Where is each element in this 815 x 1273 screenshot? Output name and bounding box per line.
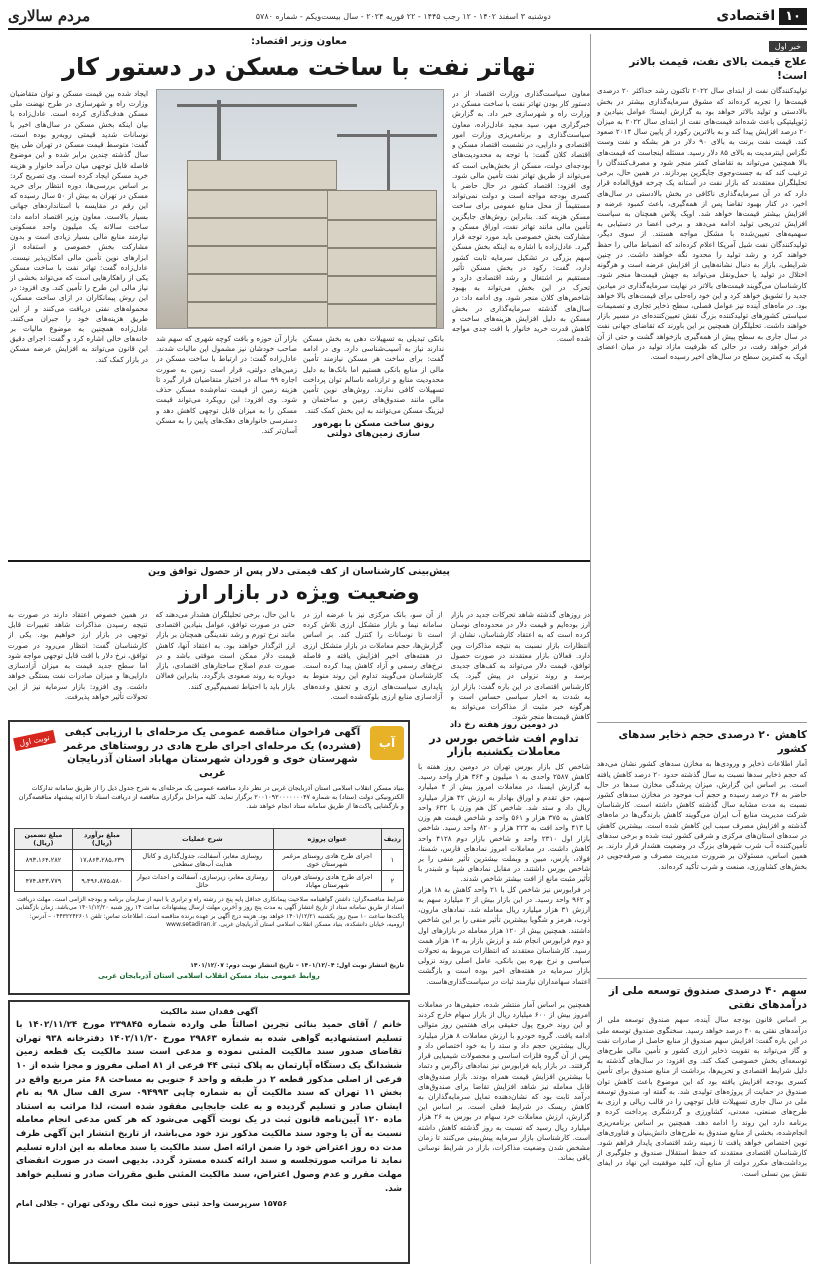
- fund-story-title: سهم ۴۰ درصدی صندوق توسعه ملی از درآمدهای نفتی: [608, 985, 807, 1012]
- page-number: ۱۰: [779, 8, 807, 25]
- notice-text: خانم / آقای حمید بنائی تجرین اصالتاً طی وارده شماره ۲۳۹۸۴۵ مورخ ۱۴۰۲/۱۱/۲۴ با تسلیم استشهادیه گواهی شده به شماره ۲۹۸۶۳ مورخ ۱۴۰۲/۱۱/۲۰ دفترخانه ۹۳۸ تهران تقاضای صدور سند مالکیت المثنی نموده و مدعی است سند مالکیت یک قطعه زمین ششدانگ یک دستگاه آپارتمان به پلاک ثبتی ۴۴ فرعی از ۸۱ اصلی مفروز و مجزا شده از ۱۰ فرعی از اصلی مذکور قطعه ۲ در طبقه و واحد ۶ جنوبی به مساحت ۶۸ متر مربع واقع در بخش ۱۱ تهران که سند مالکیت آن به شماره چاپی ۰۹۴۹۹۳ سری الف سال ۹۸ به نام ایشان صادر و تسلیم گردیده و به علت جابجایی مفقود شده است، لذا مراتب به استناد ماده ۱۲۰ آیین‌نامه قانون ثبت در یک نوبت آگهی می‌شود که هر کس مدعی انجام معامله نسبت به آن یا وجود سند مالکیت مذکور نزد خود می‌باشد، از تاریخ انتشار این آگهی ظرف مدت ده روز اعتراض خود را ضمن ارائه اصل سند مالکیت یا سند معامله به این اداره تسلیم نماید تا مراتب صورتجلسه و سند ارائه کننده مسترد گردد. بدیهی است در صورت انقضای مهلت مقرر و عدم وصول اعتراض، سند مالکیت المثنی طبق مقررات صادر و تسلیم خواهد شد.: [16, 1020, 402, 1194]
- ad-td: ۱: [381, 850, 403, 871]
- main-headline: تهاتر نفت با ساخت مسکن در دستور کار: [62, 53, 536, 81]
- oil-story-title: علاج قیمت بالای نفت، قیمت بالاتر است!: [629, 56, 807, 83]
- section-name: اقتصادی: [716, 8, 776, 24]
- oil-story: [597, 34, 807, 714]
- ad-td: ۲: [381, 871, 403, 892]
- mid-col-a: [303, 334, 444, 541]
- ad-td: ۹،۴۹۶،۸۷۵،۵۸۰: [72, 871, 131, 892]
- housing-foundation-logo: آب: [370, 726, 404, 760]
- currency-kicker: پیش‌بینی کارشناسان از کف قیمتی دلار پس از حصول توافق وین: [148, 566, 450, 577]
- main-article-col-3: ایجاد شده بین قیمت مسکن و توان متقاضیان وزارت راه و شهرسازی در طرح نهضت ملی مسکن هدف‌گذاری کرده است. عادل‌زاده با بیان اینکه بخش مسکن در سال‌های اخیر با نوسانات شدید قیمتی روبه‌رو بوده است، گفت: متوسط قیمت مسکن در تهران طی پنج سال گذشته چندین برابر شده و این موضوع فاصله قابل توجهی میان درآمد خانوار و هزینه خرید مسکن ایجاد کرده است. وی تصریح کرد: بر اساس بررسی‌ها، دوره انتظار برای خرید مسکن در تهران به بیش از ۵۰ سال رسیده که این رقم در مقایسه با استانداردهای جهانی بسیار بالاست. معاون وزیر اقتصاد ادامه داد: ساخت سالانه یک میلیون واحد مسکونی نیازمند منابع مالی بسیار زیادی است و بدون مشارکت بخش خصوصی و استفاده از ابزارهای نوین تأمین مالی امکان‌پذیر نیست. عادل‌زاده گفت: تهاتر نفت با ساخت مسکن یکی از راهکارهایی است که می‌تواند بخشی از نیاز مالی این طرح را تأمین کند. وی افزود: در این روش پیمانکاران در ازای ساخت مسکن، محموله‌های نفتی دریافت می‌کنند و از این طریق هزینه‌های خود را جبران می‌کنند. عادل‌زاده همچنین به موضوع مالیات بر خانه‌های خالی اشاره کرد و گفت: اجرای دقیق این قانون می‌تواند به افزایش عرضه مسکن در بازار کمک کند.: [10, 89, 148, 364]
- stock-headline: تداوم افت شاخص بورس در معاملات یکشنبه بازار: [429, 732, 579, 758]
- dams-story-text: آمار اطلاعات ذخایر و ورودی‌ها به مخازن سدهای کشور نشان می‌دهد که حجم ذخایر سدها نسبت به سال گذشته حدود ۲۰ درصد کاهش یافته است. بر اساس این گزارش، میزان پرشدگی مخازن سدها در حال حاضر به ۴۶ درصد رسیده و حجم آب موجود در مخازن سدهای کشور نسبت به مدت مشابه سال گذشته کاهش داشته است. کارشناسان شرکت مدیریت منابع آب ایران می‌گویند کاهش بارندگی‌ها در ماه‌های گذشته و افزایش مصرف سبب این کاهش شده است. بیشترین کاهش در سدهای استان‌های مرکزی و شرقی کشور ثبت شده و برخی سدهای تأمین‌کننده آب شرب شهرهای بزرگ در وضعیت هشدار قرار دارند. بر همین اساس، مسئولان بر ضرورت مدیریت مصرف و صرفه‌جویی در بخش‌های کشاورزی، صنعت و شرب تأکید کرده‌اند.: [597, 759, 807, 871]
- ad-th: ردیف: [381, 829, 403, 850]
- dams-story: [597, 722, 807, 972]
- stock-kicker: در دومین روز هفته رخ داد: [449, 720, 559, 730]
- ad-table: [14, 828, 404, 892]
- building-frame: [187, 160, 337, 328]
- ad-title: آگهی فراخوان مناقصه عمومی یک مرحله‌ای با ارزیابی کیفی (فشرده) یک مرحله‌ای اجرای طرح هادی در روستاهای مرغمر شهرستان خوی و قوردان شهرستان مهاباد استان آذربایجان غربی: [63, 727, 362, 779]
- mid-col-a-text: بانکی تبدیلی به تسهیلات دهی به بخش مسکن ندارند نیاز به آسیب‌شناسی دارد. وی در ادامه گفت: برای ساخت هر مسکن نیازمند تأمین مالی از منابع بانکی هستیم اما بانک‌ها به دلیل محدودیت منابع و ترازنامه ناسالم توان پرداخت تسهیلات کافی ندارند. روش‌های نوین تأمین مالی مانند صندوق‌های زمین و ساختمان و لیزینگ مسکن می‌توانند به این بخش کمک کنند.: [303, 334, 444, 415]
- currency-col-3: با این حال، برخی تحلیلگران هشدار می‌دهند که حتی در صورت توافق، عوامل بنیادین اقتصادی مانند نرخ تورم و رشد نقدینگی همچنان بر بازار ارز اثرگذار خواهند بود. به اعتقاد آنها، کاهش قیمت دلار ممکن است موقتی باشد و در صورت عدم اصلاح ساختارهای اقتصادی، بازار دوباره به روند صعودی بازگردد. بنابراین فعالان بازار باید با احتیاط تصمیم‌گیری کنند.: [155, 610, 295, 691]
- lost-deed-notice: [8, 1000, 410, 1264]
- mid-col-b: بازار آن حوزه و بافت کوچه شهری که سهم شد صاحب خودشان نیز مشمول این مالیات شدند. عادل‌زاده گفت: در ارتباط با ساخت مسکن در زمین‌های دولتی، قرار است زمین به صورت اجاره ۹۹ ساله در اختیار متقاضیان قرار گیرد تا هزینه زمین از قیمت تمام‌شده مسکن حذف شود. وی افزود: این رویکرد می‌تواند قیمت مسکن را به میزان قابل توجهی کاهش دهد و دسترسی خانوارهای دهک‌های پایین را به مسکن آسان‌تر کند.: [156, 334, 297, 435]
- currency-col-4: در همین خصوص اعتقاد دارند در صورت به نتیجه رسیدن مذاکرات شاهد تغییرات قابل توجهی در بازار ارز خواهیم بود. یکی از کارشناسان گفت: انتظار می‌رود در صورت توافق، نرخ دلار با افت قابل توجهی مواجه شود اما سطح جدید قیمت به میزان آزادسازی دارایی‌ها و میزان صادرات نفت بستگی خواهد داشت. وی افزود: بازار سرمایه نیز از این تحولات تأثیر خواهد پذیرفت.: [8, 610, 148, 701]
- currency-col-2: از آن سو، بانک مرکزی نیز با عرضه ارز در سامانه نیما و بازار متشکل ارزی تلاش کرده است تا نوسانات را کنترل کند. بر اساس گزارش‌ها، حجم معاملات در بازار متشکل ارزی در هفته‌های اخیر افزایش یافته و فاصله نرخ‌های رسمی و آزاد کاهش پیدا کرده است. کارشناسان می‌گویند تداوم این روند منوط به پایداری سیاست‌های ارزی و تحقق وعده‌های آزادسازی منابع ارزی بلوکه‌شده است.: [303, 610, 443, 701]
- ad-td: روسازی معابر، آسفالت، جدول‌گذاری و کانال هدایت آب‌های سطحی: [132, 850, 274, 871]
- mid-subhead: رونق ساخت مسکن با بهره‌ور سازی زمین‌های دولتی: [312, 418, 435, 439]
- ad-th: مبلغ برآورد (ریال): [72, 829, 131, 850]
- notice-title: آگهی فقدان سند مالکیت: [160, 1007, 258, 1016]
- main-kicker: معاون وزیر اقتصاد:: [250, 36, 348, 47]
- ad-td: اجرای طرح هادی روستای مرغمر شهرستان خوی: [273, 850, 381, 871]
- ad-table-header-row: [15, 829, 404, 850]
- ad-badge: نوبت اول: [13, 730, 56, 751]
- ad-body: بنیاد مسکن انقلاب اسلامی استان آذربایجان غربی در نظر دارد مناقصه عمومی یک مرحله‌ای به شرح جدول ذیل را از طریق سامانه تدارکات الکترونیکی دولت (ستاد) به شماره ۲۰۰۱۰۹۲۰۰۰۰۰۰۰۴۷ برگزار نماید. کلیه مراحل برگزاری مناقصه از دریافت اسناد تا ارائه پیشنهاد مناقصه‌گران و بازگشایی پاکت‌ها از طریق سامانه ستاد انجام خواهد شد.: [18, 784, 404, 810]
- right-column: [597, 34, 807, 1264]
- construction-photo: [156, 89, 444, 329]
- ad-td: ۸۹۳،۱۶۴،۲۸۲: [15, 850, 73, 871]
- main-article-col-1: معاون سیاست‌گذاری وزارت اقتصاد از در دستور کار بودن تهاتر نفت با ساخت مسکن در وزارت راه و شهرسازی خبر داد. به گزارش خبرگزاری مهر، سید مجید عادل‌زاده، معاون سیاست‌گذاری و برنامه‌ریزی وزارت امور اقتصادی و دارایی، در نشست اقتصاد مسکن و اقتصاد کلان گفت: با توجه به محدودیت‌های بودجه‌ای دولت، مسکن از بخش‌هایی است که می‌تواند از طریق تهاتر نفت تأمین مالی شود. وی افزود: اقتصاد کشور در حال حاضر با کسری بودجه مواجه است و دولت نمی‌تواند مستقیماً از محل منابع عمومی برای ساخت مسکن هزینه کند. بنابراین روش‌های جایگزین تأمین مالی مانند تهاتر نفت، اوراق مسکن و مشارکت بخش خصوصی باید مورد توجه قرار گیرد. عادل‌زاده با اشاره به اینکه بخش مسکن سهم بزرگی در تشکیل سرمایه ثابت کشور دارد، گفت: رکود در بخش مسکن تأثیر مستقیم بر اشتغال و رشد اقتصادی دارد و تحرک در این بخش می‌تواند به بهبود شاخص‌های کلان منجر شود. وی ادامه داد: در سال‌های گذشته سرمایه‌گذاری در بخش مسکن به دلیل افزایش هزینه‌های ساخت و کاهش قدرت خرید خانوار با افت جدی مواجه شده است.: [452, 89, 590, 344]
- main-article-middle: [156, 89, 444, 541]
- stock-story: [418, 720, 590, 995]
- crane-jib-2: [337, 134, 437, 137]
- ad-td: ۴۷۴،۸۴۳،۷۷۹: [15, 871, 73, 892]
- building-frame-2: [327, 190, 437, 328]
- column-divider: [590, 34, 591, 1264]
- currency-headline: وضعیت ویژه در بازار ارز: [178, 580, 420, 604]
- section-tag: خبر اول: [769, 41, 807, 52]
- fund-story: [597, 978, 807, 1253]
- stock-continued-text: همچنین بر اساس آمار منتشر شده، حقیقی‌ها در معاملات امروز بیش از ۶۰۰ میلیارد ریال از بازار سهام خارج کردند و این روند خروج پول حقیقی برای هفتمین روز متوالی ادامه یافت. گروه خودرو با ارزش معاملات ۸ هزار میلیارد ریال بیشترین حجم داد و ستد را به خود اختصاص داد و پس از آن گروه فلزات اساسی و محصولات شیمیایی قرار گرفتند. در بازار پایه فرابورس نیز نمادهای زاگرس و دتماد با بیشترین افزایش قیمت همراه بودند. بازار صندوق‌های قابل معامله نیز شاهد افزایش تقاضا برای صندوق‌های درآمد ثابت بود که نشان‌دهنده تمایل سرمایه‌گذاران به کاهش ریسک در شرایط فعلی است. بر اساس این گزارش، ارزش معاملات خرد سهام در بورس به ۲۶ هزار میلیارد ریال رسید که نسبت به روز گذشته کاهش داشته است. کارشناسان بازار سرمایه پیش‌بینی می‌کنند تا زمان مشخص شدن وضعیت مذاکرات، بازار در شرایط نوسانی باقی بماند.: [418, 1000, 590, 1163]
- notice-signature: ۱۵۷۵۶ سرپرست واحد ثبتی حوزه ثبت ملک رودکی تهران - جلالی امام: [16, 1199, 288, 1209]
- stock-text: شاخص کل بازار بورس تهران در دومین روز هفته با کاهش ۲۵۸۷ واحدی به ۱ میلیون و ۳۶۴ هزار واحد رسید. به گزارش ایسنا، در معاملات امروز بیش از ۴ میلیارد سهم، حق تقدم و اوراق بهادار به ارزش ۴۲ هزار میلیارد ریال داد و ستد شد. شاخص کل هم وزن با ۶۳۲ واحد کاهش به ۳۷۵ هزار و ۵۶۱ واحد و شاخص قیمت هم وزن با ۴۱۳ واحد افت به ۲۲۳ هزار و ۸۲۰ واحد رسید. شاخص بازار اول ۲۳۱۰ واحد و شاخص بازار دوم ۴۱۲۸ واحد کاهش داشت. در معاملات امروز نمادهای فارس، شستا، فولاد، پارس، مبین و وبملت بیشترین تأثیر منفی را بر شاخص بورس داشتند. در مقابل نمادهای شپنا و شبندر با تأثیر مثبت مانع از افت بیشتر شاخص شدند.: [418, 762, 590, 884]
- ad-th: مبلغ تضمین (ریال): [15, 829, 73, 850]
- main-article: [8, 34, 590, 554]
- ad-th: عنوان پروژه: [273, 829, 381, 850]
- currency-col-1: در روزهای گذشته شاهد تحرکات جدید در بازار ارز بوده‌ایم و قیمت دلار در محدوده‌ای نوسان کرده است که به اعتقاد کارشناسان، نشان از انتظارات بازار نسبت به نتیجه مذاکرات وین دارد. فعالان بازار معتقدند در صورت حصول توافق، قیمت دلار می‌تواند به کف‌های جدیدی برسد و روند نزولی در پیش گیرد. یک کارشناس اقتصادی در این باره گفت: بازار ارز به شدت به اخبار سیاسی حساس است و هرگونه خبر مثبت از مذاکرات می‌تواند به کاهش قیمت‌ها منجر شود.: [450, 610, 590, 722]
- main-article-mid-columns: [156, 334, 444, 541]
- table-row: [15, 871, 404, 892]
- table-row: [15, 850, 404, 871]
- issue-line: دوشنبه ۳ اسفند ۱۴۰۲ - ۱۲ رجب ۱۴۴۵ - ۲۲ فوریه ۲۰۲۴ - سال بیست‌ویکم - شماره ۵۷۸۰: [255, 11, 551, 21]
- ad-footer: روابط عمومی بنیاد مسکن انقلاب اسلامی استان آذربایجان غربی: [98, 972, 320, 981]
- oil-story-text: تولیدکنندگان نفت از ابتدای سال ۲۰۲۲ تاکنون رشد حداکثر ۲۰ درصدی قیمت‌ها را تجربه کرده‌اند که مشوق سرمایه‌گذاری بیشتر در بخش بالادستی و تولید بالاتر خواهد بود به گزارش ایسنا؛ عوامل بنیادین و ژئوپلیتیکی باعث شده‌اند قیمت‌های نفت از ابتدای سال ۲۰۲۲ به میزان ۲۰ درصد افزایش پیدا کند و به بالاترین رکورد از پایین سال ۲۰۱۴ صعود کند. قیمت نفت برنت به بالای ۹۰ دلار در هر بشکه و نفت وست تگزاس اینترمدیت به بالای ۸۵ دلار رسید. مسئله اینجاست که قیمت‌های بالا همچنین می‌تواند به تقاضای کمتر منجر شود و مصرف‌کنندگان را ترغیب کند که به جست‌وجوی جایگزین بپردازند. در همین حال، برخی تحلیلگران معتقدند که بازار نفت در آستانه یک چرخه فوق‌العاده قرار دارد که در آن سرمایه‌گذاری ناکافی در بخش بالادستی در سال‌های اخیر، در کنار بهبود تقاضا پس از همه‌گیری، باعث کمبود عرضه و افزایش بیشتر قیمت‌ها خواهد شد. اوپک پلاس همچنان به سیاست افزایش تدریجی تولید ادامه می‌دهد و برخی اعضا در دستیابی به سهمیه‌های تعیین‌شده با مشکل مواجه هستند. از سوی دیگر، تولیدکنندگان نفت شیل آمریکا اعلام کرده‌اند که انضباط مالی را حفظ خواهند کرد و رشد تولید را محدود نگه خواهند داشت. در چنین شرایطی، بازار به دنبال نشانه‌هایی از افزایش عرضه است و هرگونه اختلال در تولید یا حمل‌ونقل می‌تواند به جهش قیمت‌ها منجر شود. کارشناسان می‌گویند قیمت‌های بالاتر در نهایت سرمایه‌گذاری در میادین جدید را تشویق خواهد کرد و این خود راه‌حلی برای قیمت‌های بالا خواهد بود. در ماه‌های آینده نیز عوامل فصلی، سطح ذخایر تجاری و تصمیمات سیاستی کشورهای تولیدکننده بزرگ نقش تعیین‌کننده‌ای در مسیر بازار خواهند داشت. تحلیلگران همچنین بر این باورند که تقاضای جهانی نفت در سال جاری به سطح پیش از همه‌گیری بازخواهد گشت و حتی از آن فراتر خواهد رفت، در حالی که ظرفیت مازاد تولید در میان اعضای اوپک به کمترین سطح در سال‌های اخیر رسیده است.: [597, 86, 807, 362]
- ad-td: ۱۷،۸۶۳،۲۸۵،۶۳۹: [72, 850, 131, 871]
- crane-jib: [177, 104, 357, 107]
- masthead: [8, 4, 807, 30]
- ad-header: [14, 726, 404, 780]
- stock-text-2: در فرابورس نیز شاخص کل با ۲۱ واحد کاهش به ۱۸ هزار و ۹۶۲ واحد رسید. در این بازار بیش از ۲ میلیارد سهم به ارزش ۳۱ هزار میلیارد ریال معامله شد. نمادهای مارون، ذوب، هرمز و شگویا بیشترین تأثیر منفی را بر این شاخص داشتند. همچنین بیش از ۱۲۰ هزار معامله در بازارهای اول و دوم فرابورس انجام شد و ارزش بازار به ۱۴ هزار همت رسید. کارشناسان معتقدند که انتظارات مربوط به تحولات سیاسی و نرخ بهره بین بانکی، عامل اصلی روند نزولی بازار سرمایه در هفته‌های اخیر بوده است و بازگشت اعتماد سهامداران نیازمند ثبات در سیاست‌گذاری‌هاست.: [418, 884, 590, 986]
- stock-story-continued: [418, 1000, 590, 1264]
- ad-td: اجرای طرح هادی روستای قوردان شهرستان مهاباد: [273, 871, 381, 892]
- main-article-columns: [8, 89, 590, 541]
- newspaper-logo: مردم سالاری: [8, 7, 91, 25]
- ad-dates: تاریخ انتشار نوبت اول: ۱۴۰۱/۱۲/۰۴ – تاریخ انتشار نوبت دوم: ۱۴۰۱/۱۲/۰۷: [190, 962, 404, 969]
- fund-story-text: بر اساس قانون بودجه سال آینده، سهم صندوق توسعه ملی از درآمدهای نفتی به ۴۰ درصد خواهد رسید. سخنگوی صندوق توسعه ملی در این باره گفت: افزایش سهم صندوق از منابع حاصل از صادرات نفت و گاز می‌تواند به تقویت ذخایر ارزی کشور و تأمین مالی طرح‌های توسعه‌ای بخش خصوصی کمک کند. وی افزود: در سال‌های گذشته به دلیل شرایط اقتصادی و تحریم‌ها، برداشت از منابع صندوق برای تأمین کسری بودجه افزایش یافته بود که این موضوع باعث کاهش توان صندوق در حمایت از پروژه‌های تولیدی شد. به گفته او، صندوق توسعه ملی در سال جاری تسهیلات قابل توجهی را در قالب ریالی و ارزی به طرح‌های صنعتی، معدنی، کشاورزی و گردشگری پرداخت کرده و برنامه دارد این روند را ادامه دهد. همچنین بر اساس برنامه‌ریزی انجام‌شده، بخشی از منابع صندوق به طرح‌های دانش‌بنیان و فناوری‌های نوین اختصاص خواهد یافت تا زمینه رشد اقتصادی پایدار فراهم شود. کارشناسان اقتصادی معتقدند که حفظ استقلال صندوق و جلوگیری از برداشت‌های مکرر دولت از منابع آن، کلید موفقیت این نهاد در ایفای نقش بین نسلی است.: [597, 1015, 807, 1178]
- ad-td: روسازی معابر، زیرسازی، آسفالت و احداث دیوار حائل: [132, 871, 274, 892]
- dams-story-title: کاهش ۲۰ درصدی حجم ذخایر سدهای کشور: [618, 729, 807, 756]
- tender-advertisement: [8, 720, 410, 995]
- section-header: [716, 8, 807, 25]
- ad-th: شرح عملیات: [132, 829, 274, 850]
- ad-notes: شرایط مناقصه‌گران: داشتن گواهینامه صلاحیت پیمانکاری حداقل پایه پنج در رشته راه و ترابری یا ابنیه از سازمان برنامه و بودجه الزامی است. مهلت دریافت اسناد از طریق سامانه ستاد از تاریخ انتشار آگهی به مدت پنج روز و آخرین مهلت ارسال پیشنهادات ساعت ۱۴ روز شنبه ۱۴۰۱/۱۲/۲۰ می‌باشد. زمان بازگشایی پاکت‌ها ساعت ۱۰ صبح روز یکشنبه ۱۴۰۱/۱۲/۲۱ خواهد بود. هزینه درج آگهی بر عهده برنده مناقصه است. اطلاعات تماس: تلفن ۰۴۴۳۲۲۴۲۶۰۱ – آدرس: ارومیه، خیابان دانشکده، بنیاد مسکن انقلاب اسلامی استان آذربایجان غربی. www.setadiran.ir: [15, 896, 404, 929]
